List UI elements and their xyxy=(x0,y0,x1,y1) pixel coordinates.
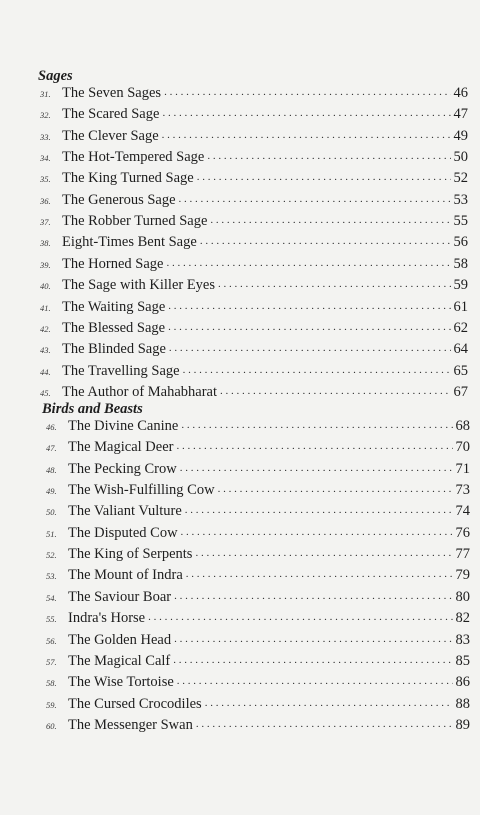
toc-entry-number: 55. xyxy=(46,614,57,625)
dot-leader xyxy=(181,522,453,543)
toc-entry-title: The Travelling Sage xyxy=(62,362,180,379)
toc-entry-page-number: 62 xyxy=(453,319,468,336)
toc-entry-number: 33. xyxy=(40,131,51,142)
toc-entry-number: 49. xyxy=(46,486,57,497)
toc-entry-title: The Author of Mahabharat xyxy=(62,383,218,400)
toc-entry-title: The Waiting Sage xyxy=(62,298,166,315)
toc-entry xyxy=(46,651,470,672)
toc-entry-title: The Wise Tortoise xyxy=(68,674,174,691)
toc-entry-number: 59. xyxy=(46,699,57,710)
toc-entry-title: The Magical Calf xyxy=(68,652,171,669)
toc-entry-page-number: 70 xyxy=(455,439,470,456)
toc-entry xyxy=(46,523,470,544)
dot-leader xyxy=(186,564,453,585)
dot-leader xyxy=(180,458,453,479)
toc-entry-page-number: 58 xyxy=(453,255,468,272)
toc-entry-title: The Messenger Swan xyxy=(68,716,193,733)
dot-leader xyxy=(196,714,453,735)
dot-leader xyxy=(183,360,451,381)
toc-entry-title: The Blinded Sage xyxy=(62,341,166,358)
toc-entry-title: The Horned Sage xyxy=(62,255,164,272)
toc-entry-number: 34. xyxy=(40,153,51,164)
toc-entry-number: 42. xyxy=(40,323,51,334)
toc-entry-page-number: 68 xyxy=(455,418,470,434)
toc-entry-page-number: 76 xyxy=(455,524,470,541)
toc-entry xyxy=(40,147,468,168)
dot-leader xyxy=(200,231,451,252)
toc-entry-title: The Divine Canine xyxy=(68,418,179,434)
toc-entry xyxy=(46,501,470,522)
toc-entry-page-number: 53 xyxy=(453,191,468,208)
toc-entry-page-number: 65 xyxy=(453,362,468,379)
toc-entry-number: 57. xyxy=(46,656,57,667)
toc-entry xyxy=(40,104,468,125)
toc-entry-page-number: 89 xyxy=(455,716,470,733)
toc-entry-title: The Clever Sage xyxy=(62,127,159,144)
toc-entry-title: The Scared Sage xyxy=(62,106,160,123)
toc-entry-page-number: 73 xyxy=(455,482,470,499)
toc-entry xyxy=(46,694,470,715)
toc-entry-page-number: 67 xyxy=(453,383,468,400)
toc-entry-title: The Mount of Indra xyxy=(68,567,183,584)
toc-entry-number: 45. xyxy=(40,387,51,398)
toc-entry-page-number: 64 xyxy=(453,341,468,358)
toc-entry-number: 44. xyxy=(40,366,51,377)
toc-entry-title: The Generous Sage xyxy=(62,191,176,208)
dot-leader xyxy=(195,543,452,564)
toc-entry-page-number: 80 xyxy=(455,588,470,605)
toc-entry xyxy=(40,126,468,147)
toc-entry-title: Eight-Times Bent Sage xyxy=(62,234,197,251)
toc-entry-number: 35. xyxy=(40,174,51,185)
dot-leader xyxy=(168,296,450,317)
toc-entry-title: The Disputed Cow xyxy=(68,524,178,541)
toc-entry xyxy=(46,608,470,629)
toc-entry-number: 50. xyxy=(46,507,57,518)
toc-entry-title: The Saviour Boar xyxy=(68,588,172,605)
toc-entry-number: 38. xyxy=(40,238,51,249)
toc-entry-page-number: 52 xyxy=(453,170,468,187)
toc-entry-page-number: 50 xyxy=(453,149,468,166)
toc-entry-page-number: 55 xyxy=(453,213,468,230)
toc-entry-number: 31. xyxy=(40,89,51,99)
toc-entry-number: 32. xyxy=(40,110,51,121)
toc-entry-page-number: 61 xyxy=(453,298,468,315)
toc-entry-title: The Cursed Crocodiles xyxy=(68,695,202,712)
toc-entry-page-number: 88 xyxy=(455,695,470,712)
dot-leader xyxy=(166,253,450,274)
toc-entry-page-number: 77 xyxy=(455,546,470,563)
toc-entry-number: 60. xyxy=(46,720,57,731)
toc-entry-title: The Seven Sages xyxy=(62,85,162,101)
toc-entry-page-number: 59 xyxy=(453,277,468,294)
toc-entry-number: 41. xyxy=(40,302,51,313)
toc-entry-number: 54. xyxy=(46,592,57,603)
toc-entry-number: 43. xyxy=(40,345,51,356)
toc-entry-title: The Magical Deer xyxy=(68,439,174,456)
dot-leader xyxy=(169,338,451,359)
dot-leader xyxy=(218,274,450,295)
dot-leader xyxy=(176,436,452,457)
dot-leader xyxy=(205,693,453,714)
toc-entry xyxy=(40,83,468,104)
toc-entry-number: 46. xyxy=(46,422,57,432)
dot-leader xyxy=(181,415,452,436)
toc-entry-page-number: 86 xyxy=(455,674,470,691)
toc-entry-title: The Sage with Killer Eyes xyxy=(62,277,216,294)
toc-entry xyxy=(40,211,468,232)
dot-leader xyxy=(168,317,450,338)
toc-entry xyxy=(40,318,468,339)
toc-entry xyxy=(40,339,468,360)
toc-entry-number: 56. xyxy=(46,635,57,646)
toc-entry-page-number: 82 xyxy=(455,610,470,627)
toc-entry xyxy=(46,565,470,586)
toc-entry-title: The Valiant Vulture xyxy=(68,503,182,520)
toc-entry-number: 51. xyxy=(46,528,57,539)
toc-entry-number: 36. xyxy=(40,195,51,206)
dot-leader xyxy=(179,189,451,210)
toc-entry xyxy=(40,297,468,318)
section-heading-sages: Sages xyxy=(38,68,73,84)
toc-entry xyxy=(46,416,470,437)
dot-leader xyxy=(162,103,450,124)
toc-entry xyxy=(46,459,470,480)
toc-entry-page-number: 83 xyxy=(455,631,470,648)
toc-entry-title: The King Turned Sage xyxy=(62,170,194,187)
toc-entry-number: 40. xyxy=(40,281,51,292)
dot-leader xyxy=(207,146,450,167)
dot-leader xyxy=(162,125,451,146)
toc-entry-page-number: 56 xyxy=(453,234,468,251)
toc-entry xyxy=(40,275,468,296)
toc-entry xyxy=(40,254,468,275)
toc-entry xyxy=(46,544,470,565)
dot-leader xyxy=(210,210,450,231)
toc-entry-page-number: 85 xyxy=(455,652,470,669)
dot-leader xyxy=(148,607,452,628)
dot-leader xyxy=(174,629,452,650)
section-heading-birds-and-beasts: Birds and Beasts xyxy=(42,401,143,417)
toc-entry-number: 39. xyxy=(40,259,51,270)
toc-entry-title: Indra's Horse xyxy=(68,610,146,627)
toc-entry-title: The Wish-Fulfilling Cow xyxy=(68,482,215,499)
toc-entry-page-number: 47 xyxy=(453,106,468,123)
toc-entry xyxy=(46,480,470,501)
toc-entry-page-number: 79 xyxy=(455,567,470,584)
dot-leader xyxy=(164,82,450,103)
toc-entry-number: 53. xyxy=(46,571,57,582)
dot-leader xyxy=(220,381,450,402)
toc-entry-page-number: 74 xyxy=(455,503,470,520)
toc-entry-title: The King of Serpents xyxy=(68,546,193,563)
toc-entry xyxy=(40,232,468,253)
dot-leader xyxy=(218,479,453,500)
toc-entry-page-number: 46 xyxy=(453,85,468,101)
dot-leader xyxy=(177,671,453,692)
toc-entry-title: The Robber Turned Sage xyxy=(62,213,208,230)
dot-leader xyxy=(174,586,452,607)
toc-entry xyxy=(46,715,470,736)
toc-entry-page-number: 71 xyxy=(455,460,470,477)
toc-entry-number: 47. xyxy=(46,443,57,454)
dot-leader xyxy=(197,167,451,188)
toc-entry xyxy=(46,630,470,651)
toc-entry xyxy=(46,587,470,608)
toc-entry xyxy=(46,437,470,458)
toc-entry xyxy=(46,672,470,693)
toc-entry-page-number: 49 xyxy=(453,127,468,144)
dot-leader xyxy=(185,500,453,521)
dot-leader xyxy=(173,650,452,671)
toc-entry xyxy=(40,190,468,211)
toc-entry-title: The Blessed Sage xyxy=(62,319,166,336)
toc-entry-number: 48. xyxy=(46,464,57,475)
toc-entry xyxy=(40,168,468,189)
toc-entry xyxy=(40,361,468,382)
toc-entry-title: The Pecking Crow xyxy=(68,460,177,477)
toc-entry-number: 37. xyxy=(40,217,51,228)
toc-entry-title: The Golden Head xyxy=(68,631,172,648)
toc-entry-number: 52. xyxy=(46,550,57,561)
toc-entry-title: The Hot-Tempered Sage xyxy=(62,149,205,166)
toc-entry-number: 58. xyxy=(46,678,57,689)
